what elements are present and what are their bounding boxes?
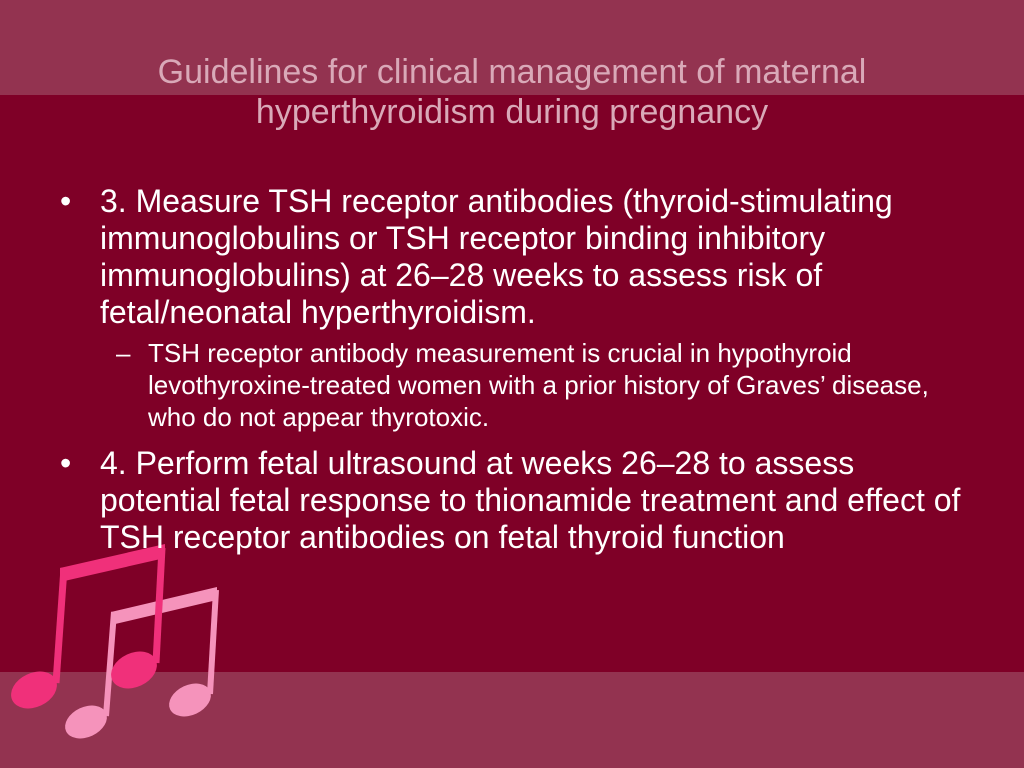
bullet-list <box>60 183 980 562</box>
bullet-marker: • <box>60 183 72 219</box>
bullet-text: 4. Perform fetal ultrasound at weeks 26–28 to assess potential fetal response to thionamide treatment and effect of TSH receptor antibodies on fetal thyroid function <box>100 445 961 555</box>
music-notes-icon <box>0 540 230 768</box>
list-item <box>60 445 980 556</box>
slide-title: Guidelines for clinical management of maternal hyperthyroidism during pregnancy <box>157 53 867 131</box>
sub-bullet-text: TSH receptor antibody measurement is crucial in hypothyroid levothyroxine-treated women with a prior history of Graves’ disease, who do not appear thyrotoxic. <box>148 338 929 432</box>
dash-marker: – <box>116 338 131 368</box>
bullet-marker: • <box>60 445 72 481</box>
list-item <box>60 183 980 331</box>
sub-list-item <box>60 337 980 433</box>
bullet-text: 3. Measure TSH receptor antibodies (thyroid-stimulating immunoglobulins or TSH receptor binding inhibitory immunoglobulins) at 26–28 weeks to assess risk of fetal/neonatal hyperthyroidism. <box>100 183 893 330</box>
